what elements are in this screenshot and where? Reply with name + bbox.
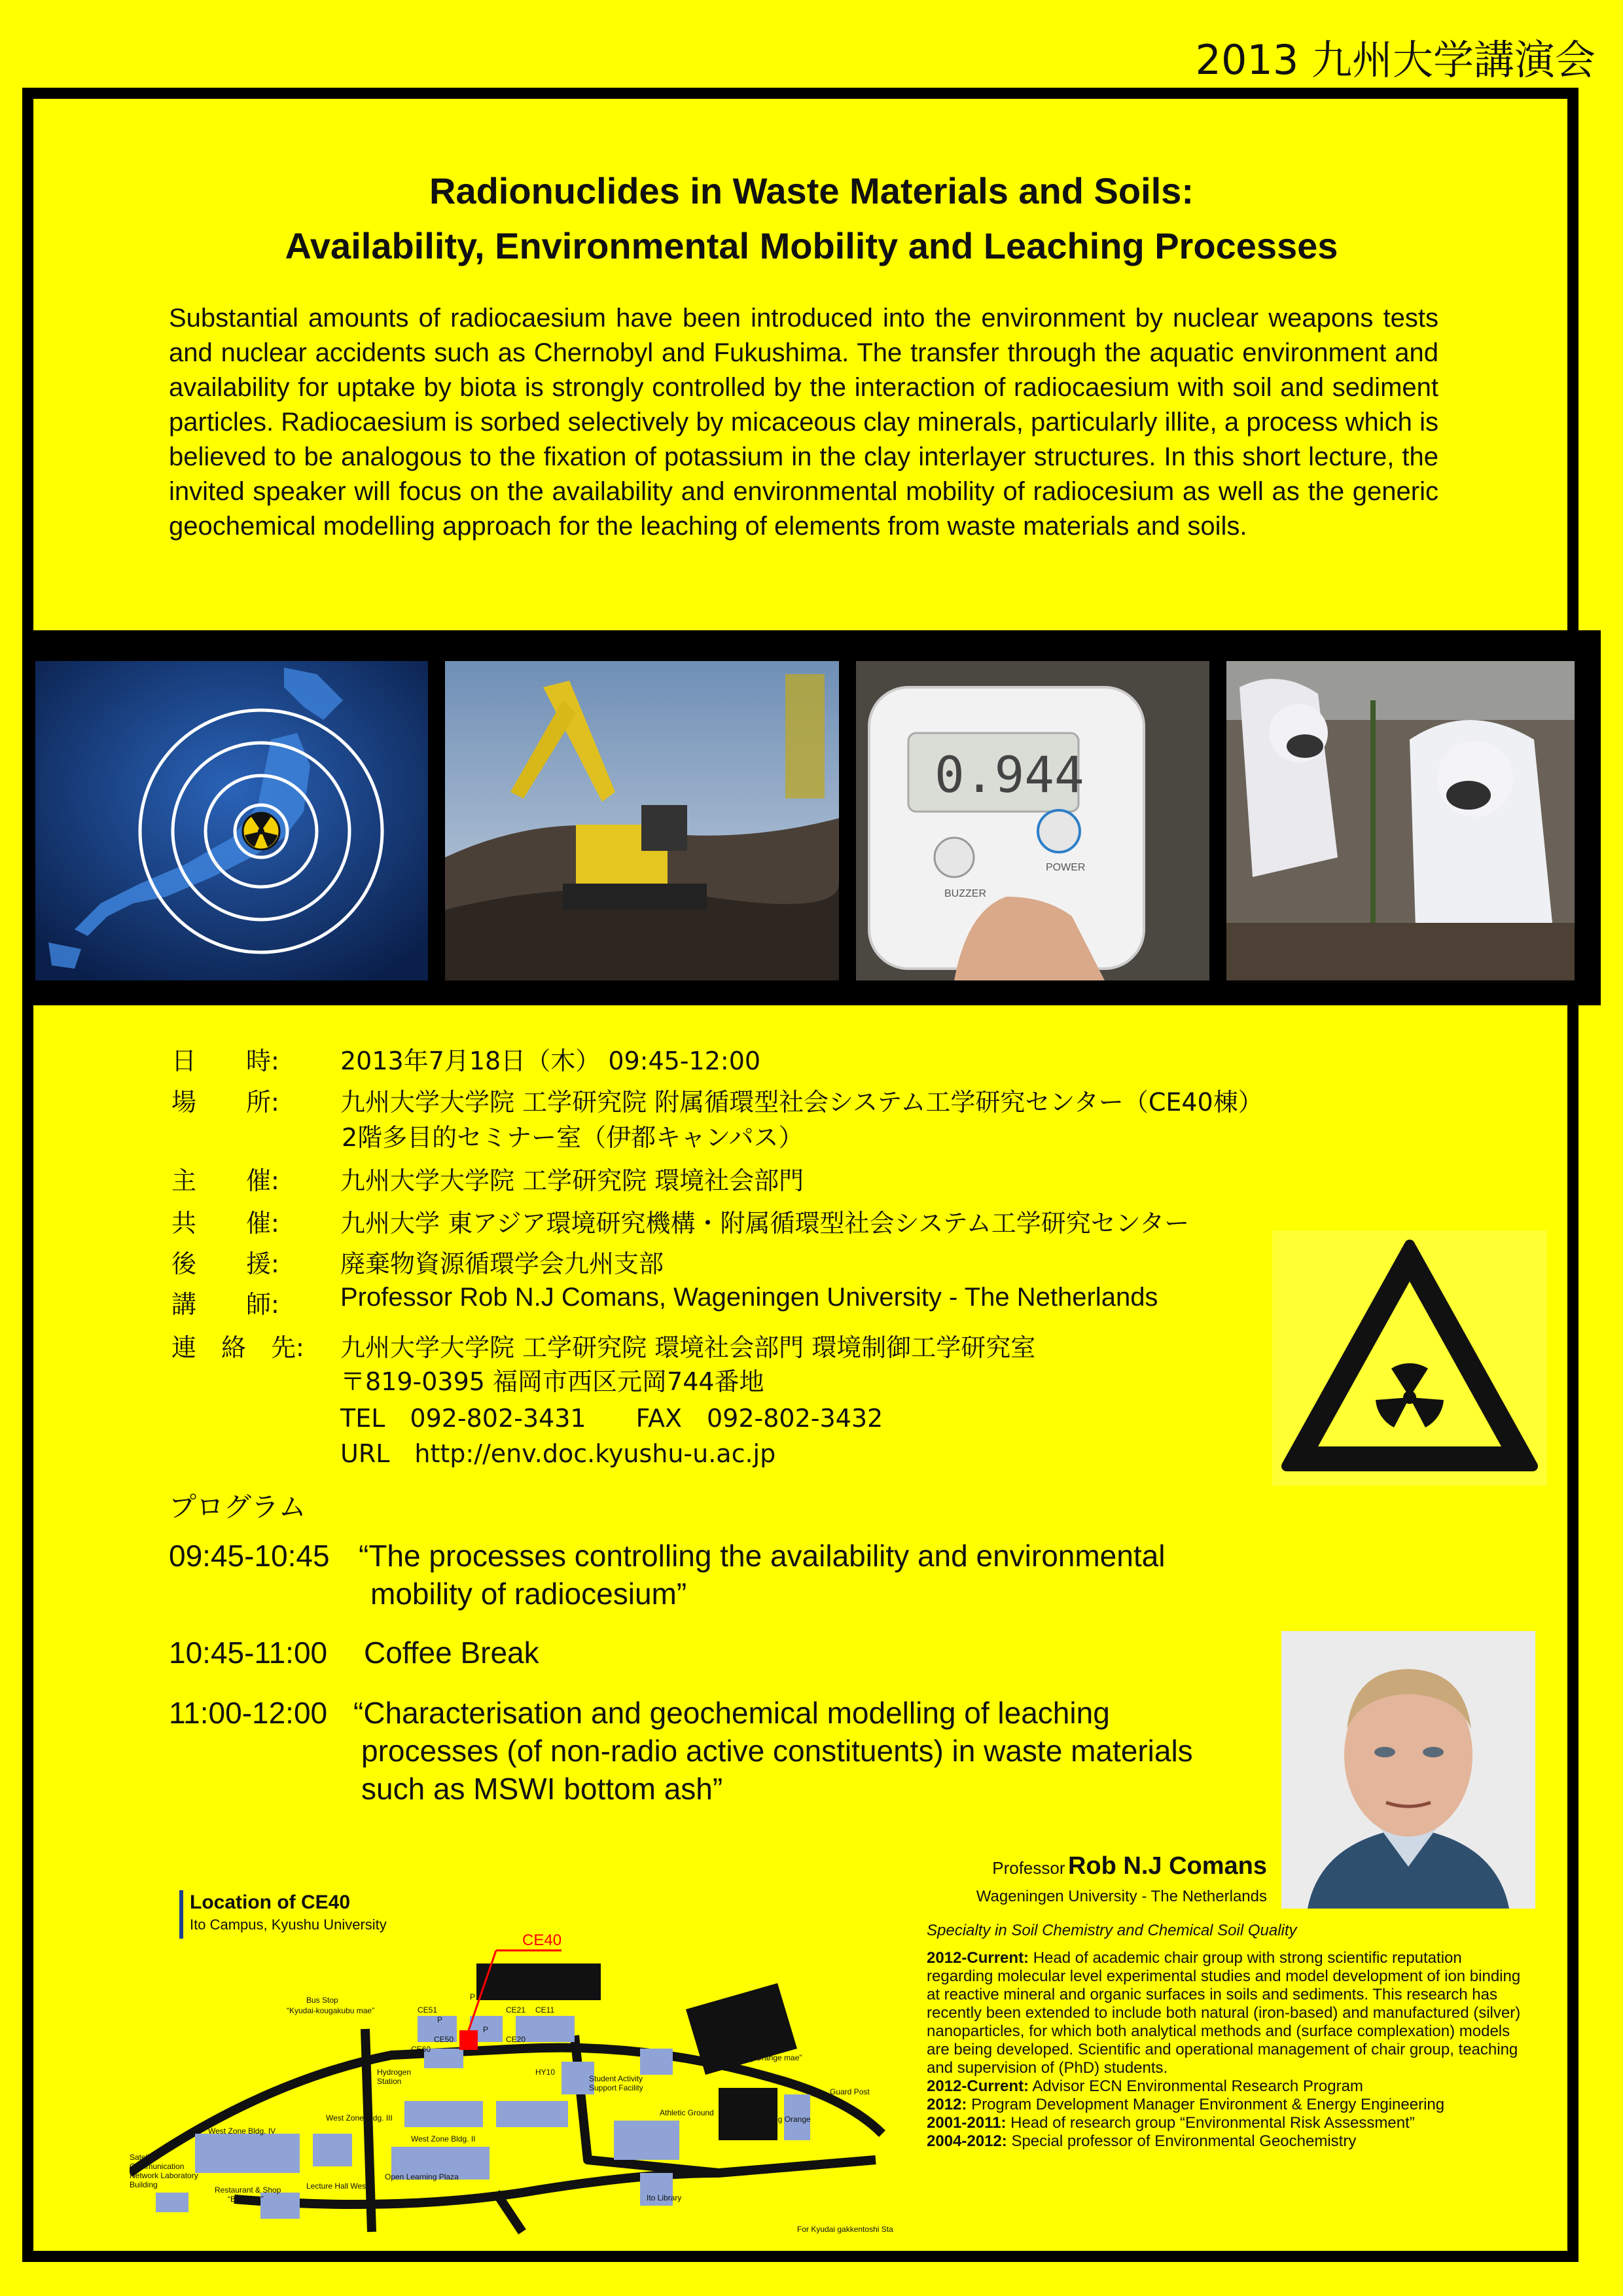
svg-text:“Big Dora”: “Big Dora” [228, 2195, 264, 2204]
contact-address: 〒819-0395 福岡市西区元岡744番地 [340, 1367, 764, 1396]
svg-text:Support Facility: Support Facility [589, 2083, 643, 2092]
svg-text:CE21: CE21 [506, 2005, 526, 2015]
bio-entry: 2012-Current: Advisor ECN Environmental Research Program [927, 2077, 1363, 2095]
svg-text:Hydrogen: Hydrogen [377, 2068, 412, 2077]
svg-text:CE51: CE51 [418, 2005, 438, 2015]
parking-area [476, 1964, 601, 2000]
japan-radiation-map-photo [35, 661, 428, 980]
host-label: 主 催: [171, 1166, 279, 1195]
place-label: 場 所: [171, 1088, 279, 1117]
svg-text:West Zone Bldg. IV: West Zone Bldg. IV [208, 2126, 276, 2136]
dosimeter-reading: 0.944 [935, 745, 1084, 804]
map-subtitle: Ito Campus, Kyushu University [190, 1916, 387, 1933]
host-value: 九州大学大学院 工学研究院 環境社会部門 [340, 1166, 804, 1195]
svg-text:Building: Building [130, 2180, 158, 2189]
svg-text:P: P [483, 2025, 489, 2034]
svg-text:Communication: Communication [130, 2162, 185, 2171]
svg-text:Network Laboratory: Network Laboratory [130, 2171, 198, 2180]
contact-label: 連 絡 先: [171, 1333, 304, 1362]
svg-text:“Kyudai-kougakubu mae”: “Kyudai-kougakubu mae” [287, 2006, 375, 2015]
place-value-line1: 九州大学大学院 工学研究院 附属循環型社会システム工学研究センター（CE40棟） [340, 1088, 1263, 1117]
contact-phone-fax: TEL 092-802-3431 FAX 092-802-3432 [340, 1404, 883, 1433]
bio-entry: 2012-Current: Head of academic chair group with strong scientific reputation regarding molecular level experimental studies and model development of ion binding at reactive mineral and organic surfaces in soils and sediments. This research has recently been extended to include both natural (iron-based) and manufactured (silver) nanoparticles, for which both analytical methods and (surface complexation) models are being developed. Scientific and operational management of chair group, teaching and supervision of (PhD) students. [927, 1949, 1521, 2077]
svg-text:Big Orange: Big Orange [771, 2115, 811, 2124]
map-title: Location of CE40 [190, 1892, 351, 1913]
speaker-bio [927, 1922, 1529, 2151]
svg-text:CE60: CE60 [411, 2045, 431, 2054]
contact-url[interactable]: URL http://env.doc.kyushu-u.ac.jp [340, 1439, 776, 1468]
divider [22, 994, 1601, 1005]
contact-lab: 九州大学大学院 工学研究院 環境社会部門 環境制御工学研究室 [340, 1333, 1036, 1362]
program-item-2-title: Coffee Break [364, 1636, 539, 1670]
svg-text:Satellite: Satellite [130, 2153, 158, 2162]
svg-text:Open Learning Plaza: Open Learning Plaza [385, 2172, 459, 2181]
svg-text:Restaurant & Shop: Restaurant & Shop [215, 2185, 281, 2195]
excavator-debris-photo [445, 661, 839, 980]
dosimeter-buzzer-label: BUZZER [944, 888, 986, 899]
svg-text:Bus Stop “Big Orange mae”: Bus Stop “Big Orange mae” [705, 2053, 802, 2062]
speaker-specialty: Specialty in Soil Chemistry and Chemical Soil Quality [927, 1922, 1297, 1939]
title-line-2: Availability, Environmental Mobility and Leaching Processes [285, 225, 1338, 266]
dosimeter-photo [856, 661, 1209, 980]
program-item-3-title: “Characterisation and geochemical modelling of leaching [353, 1696, 1110, 1730]
cohost-label: 共 催: [171, 1209, 279, 1238]
program-item-1-title-cont: mobility of radiocesium” [370, 1577, 687, 1611]
speaker-label: 講 師: [171, 1290, 279, 1319]
svg-text:CE11: CE11 [535, 2005, 555, 2015]
program-heading: プログラム [169, 1491, 306, 1523]
bio-entry: 2004-2012: Special professor of Environmental Geochemistry [927, 2132, 1357, 2150]
speaker-prefix: Professor [992, 1858, 1065, 1878]
svg-text:Athletic Ground: Athletic Ground [660, 2108, 714, 2117]
series-title: 2013 九州大学講演会 [1195, 36, 1596, 84]
support-label: 後 援: [171, 1249, 279, 1278]
radiation-warning-icon [1272, 1230, 1547, 1486]
svg-text:P: P [437, 2015, 443, 2024]
cohost-value: 九州大学 東アジア環境研究機構・附属循環型社会システム工学研究センター [340, 1209, 1190, 1238]
title-line-1: Radionuclides in Waste Materials and Soils: [429, 170, 1194, 211]
svg-text:Lecture Hall West: Lecture Hall West [306, 2181, 368, 2191]
svg-text:Student Activity: Student Activity [589, 2074, 643, 2083]
svg-text:Bus Stop: Bus Stop [306, 1996, 338, 2005]
speaker-name-block [927, 1852, 1267, 1880]
speaker-affiliation: Wageningen University - The Netherlands [976, 1888, 1267, 1905]
divider [22, 630, 1601, 642]
poster-title [98, 164, 1525, 274]
svg-text:Ito Library: Ito Library [647, 2193, 682, 2202]
program-item-2-time: 10:45-11:00 [169, 1636, 328, 1670]
ce40-marker-label: CE40 [522, 1931, 562, 1949]
svg-text:HY10: HY10 [535, 2068, 556, 2077]
svg-text:P: P [470, 1992, 476, 2001]
bio-entry: 2012: Program Development Manager Environment & Energy Engineering [927, 2096, 1445, 2113]
program-item-3-title-cont2: such as MSWI bottom ash” [361, 1772, 723, 1806]
program-item-3-title-cont: processes (of non-radio active constituents) in waste materials [361, 1734, 1193, 1768]
support-value: 廃棄物資源循環学会九州支部 [340, 1249, 664, 1278]
svg-text:CE50: CE50 [434, 2035, 454, 2044]
campus-map [130, 1885, 902, 2238]
svg-text:Guard Post: Guard Post [830, 2087, 870, 2096]
bio-entry: 2001-2011: Head of research group “Environmental Risk Assessment” [927, 2114, 1415, 2132]
protective-suit-workers-photo [1226, 661, 1575, 980]
speaker-value: Professor Rob N.J Comans, Wageningen University - The Netherlands [340, 1283, 1158, 1312]
program-item-3-time: 11:00-12:00 [169, 1696, 328, 1730]
date-label: 日 時: [171, 1047, 279, 1075]
date-value: 2013年7月18日（木） 09:45-12:00 [340, 1047, 761, 1075]
speaker-portrait [1281, 1631, 1535, 1909]
svg-text:West Zone Bldg. II: West Zone Bldg. II [411, 2134, 476, 2144]
ce40-building-marker [459, 2030, 478, 2050]
program-item-1-title: “The processes controlling the availability and environmental [359, 1539, 1166, 1573]
speaker-name: Rob N.J Comans [1067, 1852, 1267, 1880]
athletic-ground [719, 2088, 777, 2140]
svg-text:P: P [738, 2025, 744, 2034]
program-item-1-time: 09:45-10:45 [169, 1539, 330, 1573]
abstract-text: Substantial amounts of radiocaesium have been introduced into the environment by nuclear weapons tests and nuclear accidents such as Chernobyl and Fukushima. The transfer through the aquatic environment and availability for uptake by biota is strongly controlled by the interaction of radiocaesium with soil and sediment particles. Radiocaesium is sorbed selectively by micaceous clay minerals, particularly illite, a process which is believed to be analogous to the fixation of potassium in the clay interlayer structures. In this short lecture, the invited speaker will focus on the availability and environmental mobility of radiocesium as well as the generic geochemical modelling approach for the leaching of elements from waste materials and soils. [169, 304, 1438, 541]
svg-text:West Zone Bldg. III: West Zone Bldg. III [326, 2113, 393, 2123]
svg-text:CE20: CE20 [506, 2035, 526, 2044]
dosimeter-power-label: POWER [1046, 862, 1086, 873]
place-value-line2: 2階多目的セミナー室（伊都キャンパス） [342, 1123, 804, 1152]
svg-text:For Kyudai gakkentoshi Sta: For Kyudai gakkentoshi Sta [797, 2225, 893, 2234]
svg-text:Station: Station [377, 2077, 402, 2086]
